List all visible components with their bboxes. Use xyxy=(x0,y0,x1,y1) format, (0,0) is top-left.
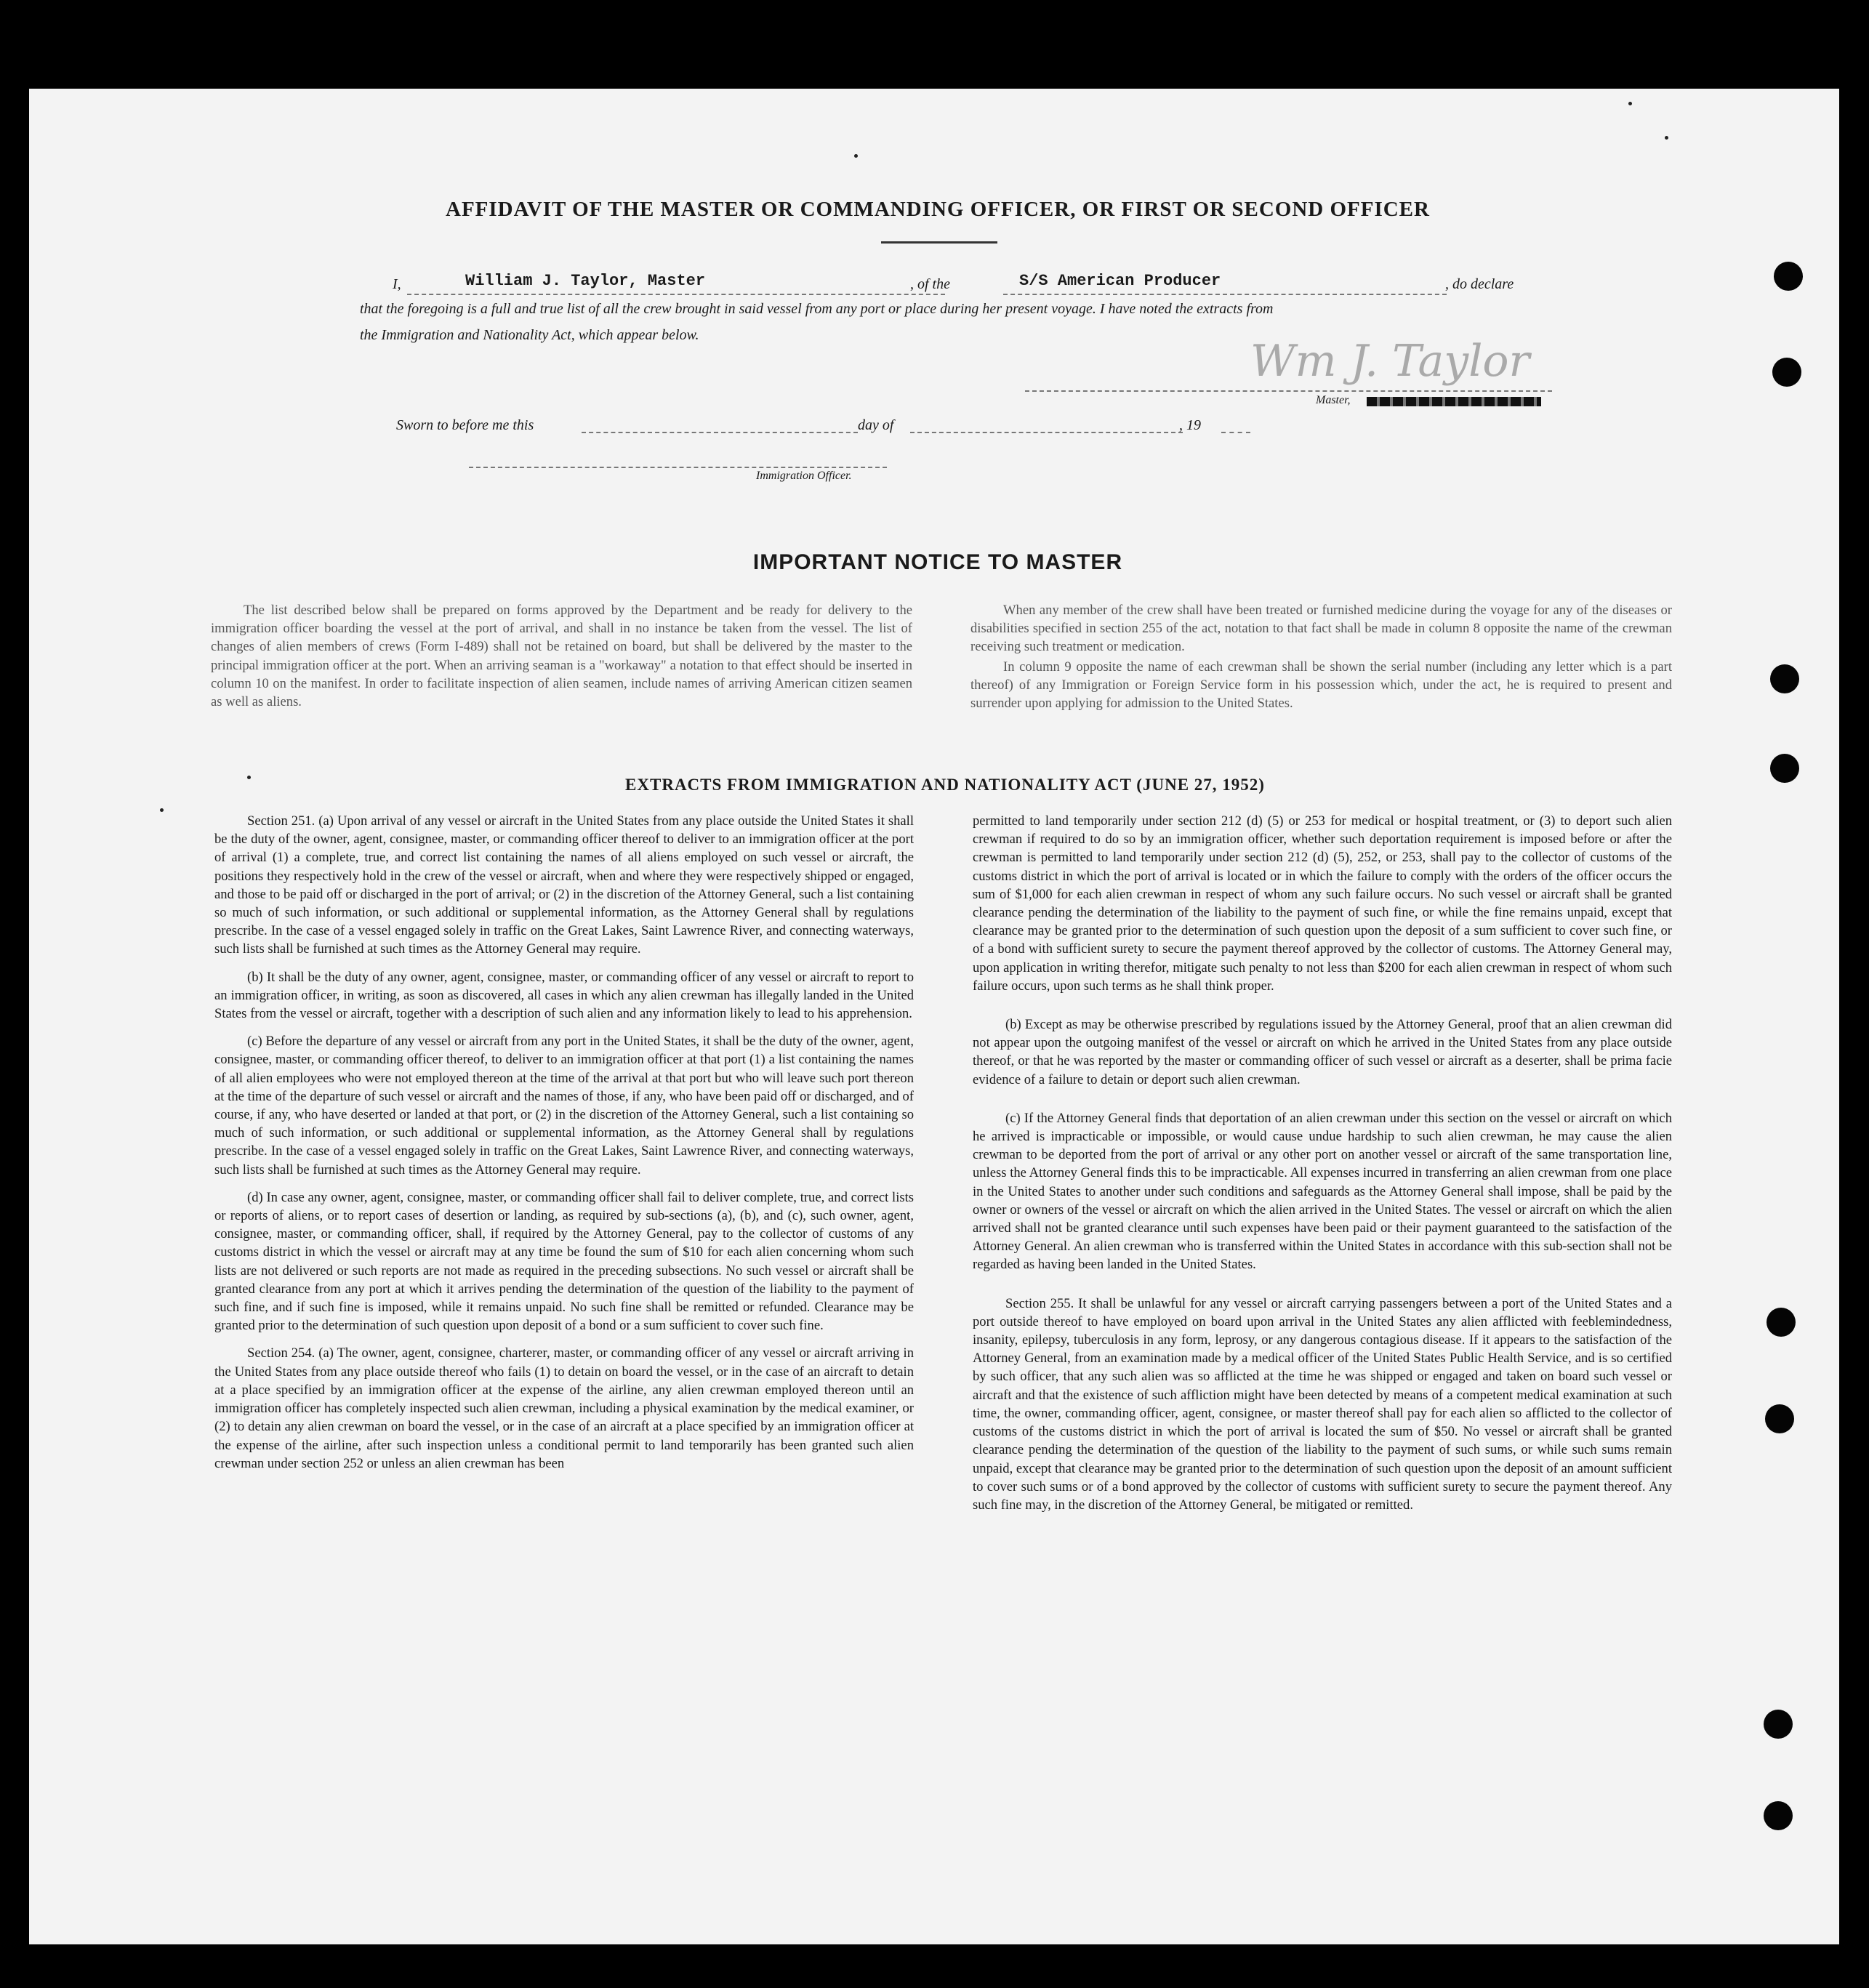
struck-out-text xyxy=(1367,397,1541,406)
document-page xyxy=(29,89,1839,1944)
punch-hole xyxy=(1764,1710,1793,1739)
day-of-label: day of xyxy=(858,417,894,433)
speck xyxy=(854,154,858,158)
notice-left-paragraph: The list described below shall be prepared on forms approved by the Department and be ready for delivery to the immigration officer boarding the vessel at the port of arrival, and shall in no instance be taken from the vessel. The list of changes of alien members of crews (Form I-489) shall not be retained on board, but shall be delivered by the master to the principal immigration officer at the port. When an arriving seaman is a "workaway" a notation to that effect should be inserted in column 10 on the manifest. In order to facilitate inspection of alien seamen, include names of arriving American citizen seamen as well as aliens. xyxy=(211,603,912,710)
master-label: Master, xyxy=(1316,394,1351,406)
speck xyxy=(1628,102,1632,105)
signature: Wm J. Taylor xyxy=(1250,336,1530,387)
declaration-line-1: that the foregoing is a full and true list of all the crew brought in said vessel from any port or place during her present voyage. I have noted the extracts from xyxy=(360,301,1274,317)
extract-section-251c: (c) Before the departure of any vessel or aircraft from any port in the United States, it shall be the duty of the owner, agent, consignee, master, or commanding officer thereof, to deliver to an immigration officer at that port (1) a list containing the names of all alien employees who were not employed thereon at the time of the arrival at that port but who will leave such port thereon at the time of the departure of such vessel or aircraft and the names of those, if any, who have been paid off or discharged, and of course, if any, who have deserted or landed at that port, or (2) in the discretion of the Attorney General, such a list containing so much of such information, or such additional or supplemental information, as the Attorney General shall by regulations prescribe. In the case of a vessel engaged solely in traffic on the Great Lakes, Saint Lawrence River, and connecting waterways, such lists shall be furnished at such times as the Attorney General may require. xyxy=(214,1034,914,1178)
extract-section-254c: (c) If the Attorney General finds that deportation of an alien crewman under this section on the vessel or aircraft on which he arrived is impracticable or impossible, or would cause undue hardship to such alien crewman, he may cause the alien crewman to be deported from the port of arrival or any other port on another vessel or aircraft of the same transportation line, unless the Attorney General finds this to be impracticable. All expenses incurred in transferring an alien crewman from one place in the United States to another under such conditions and safeguards as the Attorney General shall impose, shall be paid by the owner or owners of the vessel or aircraft on which the alien arrived in the United States. The vessel or aircraft on which the alien arrived shall not be granted clearance until such expenses have been paid or their payment guaranteed to the satisfaction of the Attorney General. An alien crewman who is transferred within the United States in accordance with this sub-section shall not be regarded as having been landed in the United States. xyxy=(973,1110,1672,1273)
extract-section-251a: Section 251. (a) Upon arrival of any vessel or aircraft in the United States from any place outside the United States it shall be the duty of the owner, agent, consignee, master, or commanding officer thereof to deliver to an immigration officer at the port of arrival (1) a complete, true, and correct list containing the names of all aliens employed on such vessel or aircraft, the positions they respectively hold in the crew of the vessel or aircraft, when and where they were respectively shipped or engaged, and those to be paid off or discharged in the port of arrival; or (2) in the discretion of the Attorney General, such a list containing so much of such information, or such additional or supplemental information, as the Attorney General shall by regulations prescribe. In the case of a vessel engaged solely in traffic on the Great Lakes, Saint Lawrence River, and connecting waterways, such lists shall be furnished at such times as the Attorney General may require. xyxy=(214,813,914,957)
do-declare-label: , do declare xyxy=(1445,276,1514,292)
extracts-title: EXTRACTS FROM IMMIGRATION AND NATIONALITY ACT (JUNE 27, 1952) xyxy=(625,776,1265,794)
month-line xyxy=(910,432,1183,433)
speck xyxy=(160,808,164,812)
punch-hole xyxy=(1764,1801,1793,1830)
extract-section-251b: (b) It shall be the duty of any owner, agent, consignee, master, or commanding officer of any vessel or aircraft to report to an immigration officer, in writing, as soon as discovered, all cases in which any alien crewman has illegally landed in the United States from the vessel or aircraft, together with a description of such alien and any information likely to lead to his apprehension. xyxy=(214,969,914,1022)
vessel-name: S/S American Producer xyxy=(1019,272,1221,290)
title-rule xyxy=(881,241,997,244)
officer-signature-line xyxy=(469,467,887,468)
extract-section-251d: (d) In case any owner, agent, consignee, master, or commanding officer shall fail to deliver complete, true, and correct lists or reports of aliens, or to report cases of desertion or landing, as required by sub-sections (a), (b), and (c), such owner, agent, consignee, master, or commanding officer, shall, if required by the Attorney General, pay to the collector of customs of any customs district in which the vessel or aircraft may at any time be found the sum of $10 for each alien concerning whom such lists are not delivered or such reports are not made as required in the preceding subsections. No such vessel or aircraft shall be granted clearance from any port at which it arrives pending the determination of the question of the liability to the payment of such fine, and if such fine is imposed, while it remains unpaid. No such fine shall be remitted or refunded. Clearance may be granted prior to the determination of such question upon deposit of a bond or a sum sufficient to cover such fine. xyxy=(214,1189,914,1334)
punch-hole xyxy=(1774,262,1803,291)
extract-section-255: Section 255. It shall be unlawful for any vessel or aircraft carrying passengers between a port of the United States and a port outside thereof to have employed on board upon arrival in the United States any alien afflicted with feeblemindedness, insanity, epilepsy, tuberculosis in any form, leprosy, or any dangerous contagious disease. If it appears to the satisfaction of the Attorney General, from an examination made by a medical officer of the United States Public Health Service, and is so certified by such officer, that any such alien was so afflicted at the time he was shipped or engaged and taken on board such vessel or aircraft and that the existence of such affliction might have been detected by means of a competent medical examination at such time, the owner, commanding officer, agent, consignee, or master thereof shall pay for each alien so afflicted to the collector of customs of the customs district in which the port of arrival is located the sum of $50. No vessel or aircraft shall be granted clearance pending the determination of the question of the liability to the payment of such sums, or while such sums remain unpaid, except that clearance may be granted prior to the determination of such question upon the deposit of an amount sufficient to cover such sums or of a bond approved by the collector of customs with sufficient surety to secure the payment thereof. Any such fine may, in the discretion of the Attorney General, be mitigated or remitted. xyxy=(973,1295,1672,1513)
declaration-line-2: the Immigration and Nationality Act, which appear below. xyxy=(360,327,699,343)
extract-section-254a-cont: permitted to land temporarily under section 212 (d) (5) or 253 for medical or hospital treatment, or (3) to deport such alien crewman if required to do so by an immigration officer, whether such deportation requirement is imposed before or after the crewman is permitted to land temporarily under section 212 (d) (5), 252, or 253, shall pay to the collector of customs of the customs district in which the port of arrival is located or in which the failure to comply with the orders of the officer occurs the sum of $1,000 for each alien crewman in respect of whom any such failure occurs. No such vessel or aircraft shall be granted clearance pending the determination of the liability to the payment of such fine, or while the fine remains unpaid, except that clearance may be granted prior to the determination of such question upon the deposit of a sum sufficient to cover such fine, or of a bond with sufficient surety to secure the payment thereof approved by the collector of customs. The Attorney General may, upon application in writing therefor, mitigate such penalty to not less than $200 for each alien crewman in respect of whom such failure occurs, upon such terms as he shall think proper. xyxy=(973,813,1672,994)
punch-hole xyxy=(1765,1404,1794,1433)
sworn-label: Sworn to before me this xyxy=(396,417,534,433)
extract-section-254b: (b) Except as may be otherwise prescribed by regulations issued by the Attorney General, proof that an alien crewman did not appear upon the outgoing manifest of the vessel or aircraft on which he arrived in the United States from any place outside thereof, or that he was reported by the master or commanding officer of such vessel or aircraft as a deserter, shall be prima facie evidence of a failure to detain or deport such alien crewman. xyxy=(973,1017,1672,1087)
extract-section-254a: Section 254. (a) The owner, agent, consignee, charterer, master, or commanding officer of any vessel or aircraft arriving in the United States from any place outside thereof who fails (1) to detain on board the vessel, or in the case of an aircraft to detain at a place specified by an immigration officer at the expense of the airline, any alien crewman employed thereon until an immigration officer has completely inspected such alien crewman, including a physical examination by the medical examiner, or (2) to detain any alien crewman on board the vessel, or in the case of an aircraft at a place specified by an immigration officer at the expense of the airline, after such inspection unless a conditional permit to land temporarily has been granted such alien crewman under section 252 or unless an alien crewman has been xyxy=(214,1345,914,1471)
affidavit-title: AFFIDAVIT OF THE MASTER OR COMMANDING OFFICER, OR FIRST OR SECOND OFFICER xyxy=(446,198,1430,221)
punch-hole xyxy=(1766,1308,1796,1337)
master-name: William J. Taylor, Master xyxy=(465,272,706,290)
sworn-date-line xyxy=(582,432,858,433)
year-line xyxy=(1221,432,1250,433)
notice-title: IMPORTANT NOTICE TO MASTER xyxy=(752,550,1123,574)
i-label: I, xyxy=(393,276,401,292)
notice-right-paragraph-1: When any member of the crew shall have been treated or furnished medicine during the voyage for any of the diseases or disabilities specified in section 255 of the act, notation to that fact shall be made in column 8 opposite the name of the crewman receiving such treatment or medication. xyxy=(970,603,1672,655)
notice-right-paragraph-2: In column 9 opposite the name of each crewman shall be shown the serial number (including any letter which is a part thereof) of any Immigration or Foreign Service form in his possession which, under the act, he is required to present and surrender upon applying for admission to the United States. xyxy=(970,659,1672,712)
name-line xyxy=(407,294,945,295)
punch-hole xyxy=(1770,754,1799,783)
notice-right-column xyxy=(970,601,1672,722)
extracts-left-column xyxy=(214,812,914,1482)
speck xyxy=(1665,136,1668,140)
vessel-line xyxy=(1003,294,1447,295)
of-the-label: , of the xyxy=(910,276,950,292)
extracts-right-column xyxy=(973,812,1672,1524)
notice-left-column xyxy=(211,601,912,720)
punch-hole xyxy=(1772,358,1801,387)
signature-line xyxy=(1025,390,1552,392)
officer-label: Immigration Officer. xyxy=(756,470,852,482)
punch-hole xyxy=(1770,664,1799,693)
year-label: , 19 xyxy=(1179,417,1201,433)
